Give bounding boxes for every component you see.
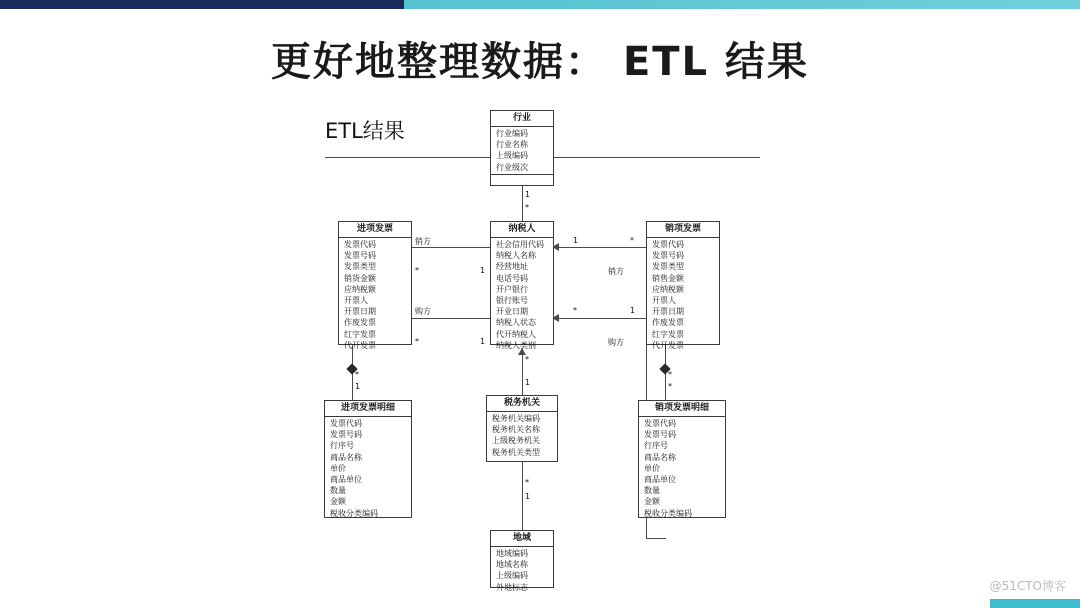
mult-taxpayer-1-b: 1: [480, 337, 486, 346]
uml-class-output-invoice-name: 销项发票: [647, 222, 719, 238]
connector-taxauth-taxpayer: [522, 348, 523, 395]
attr: 行业名称: [496, 140, 528, 150]
attr: 税收分类编码: [644, 508, 692, 518]
connector-input-buyer: [412, 318, 497, 319]
uml-class-output-invoice[interactable]: [646, 221, 720, 350]
attr: 经营地址: [496, 262, 528, 272]
attr: 代开纳税人: [496, 329, 536, 339]
uml-class-industry-attrs: [491, 127, 553, 174]
attr: 商品名称: [644, 452, 676, 462]
attr: 销货金额: [344, 273, 376, 283]
mult-output-star-2: 1: [630, 306, 636, 315]
mult-output-detail-1: *: [668, 370, 672, 379]
attr: 纳税人名称: [496, 251, 536, 261]
connector-output-buyer: [552, 318, 647, 319]
attr: 行业编码: [496, 129, 528, 138]
attr: 销售金额: [652, 273, 684, 283]
attr: 税务机关编码: [492, 414, 540, 423]
attr: 社会信用代码: [496, 240, 544, 249]
attr: 开票日期: [344, 307, 376, 317]
attr: 税务机关类型: [492, 447, 540, 457]
mult-region-1: 1: [525, 492, 531, 501]
attr: 开户银行: [496, 284, 528, 294]
page-title: 更好地整理数据： ETL 结果: [271, 39, 809, 85]
attr: 电话号码: [496, 273, 528, 283]
uml-class-tax-authority-name: 税务机关: [487, 396, 557, 412]
attr: 发票代码: [344, 240, 376, 249]
connector-output-detail: [665, 345, 666, 405]
uml-class-region[interactable]: [490, 530, 554, 592]
attr: 发票代码: [644, 419, 676, 428]
uml-class-industry-name: 行业: [491, 111, 553, 127]
attr: 上级编码: [496, 151, 528, 161]
attr: 上级税务机关: [492, 436, 540, 446]
attr: 开业日期: [496, 307, 528, 317]
uml-class-taxpayer-name: 纳税人: [491, 222, 553, 238]
attr: 金额: [644, 497, 660, 507]
attr: 商品名称: [330, 452, 362, 462]
attr: 开票人: [652, 296, 676, 306]
uml-class-output-invoice-detail-attrs: [639, 417, 725, 520]
mult-output-detail-star: *: [668, 382, 672, 391]
connector-taxauth-region: [522, 462, 523, 530]
label-buyer-right: 购方: [608, 338, 624, 347]
label-seller-left: 销方: [415, 237, 431, 246]
attr: 纳税人状态: [496, 318, 536, 328]
attr: 代开发票: [344, 340, 376, 350]
attr: 商品单位: [330, 475, 362, 485]
mult-input-detail-star: 1: [355, 382, 361, 391]
attr: 发票号码: [330, 430, 362, 440]
connector-output-seller: [552, 247, 647, 248]
attr: 单价: [330, 463, 346, 473]
mult-input-star-2: *: [415, 337, 419, 346]
uml-class-region-attrs: [491, 547, 553, 594]
uml-class-input-invoice-detail-attrs: [325, 417, 411, 520]
mult-input-detail-1: *: [355, 370, 359, 379]
attr: 红字发票: [344, 329, 376, 339]
uml-class-input-invoice-name: 进项发票: [339, 222, 411, 238]
attr: 行序号: [330, 441, 354, 451]
attr: 开票人: [344, 296, 368, 306]
attr: 代开发票: [652, 340, 684, 350]
attr: 银行账号: [496, 296, 528, 306]
mult-taxpayer-1-d: *: [573, 306, 577, 315]
attr: 外地标志: [496, 582, 528, 592]
attr: 上级编码: [496, 571, 528, 581]
uml-class-taxpayer[interactable]: [490, 221, 554, 350]
attr: 数量: [330, 486, 346, 496]
attr: 红字发票: [652, 329, 684, 339]
mult-taxauth-star: *: [525, 355, 529, 364]
uml-class-input-invoice[interactable]: [338, 221, 412, 350]
attr: 发票类型: [344, 262, 376, 272]
uml-class-region-name: 地域: [491, 531, 553, 547]
attr: 数量: [644, 486, 660, 496]
attr: 地域名称: [496, 560, 528, 570]
connector-input-seller: [412, 247, 497, 248]
watermark: @51CTO博客: [989, 579, 1066, 593]
uml-class-tax-authority-attrs: [487, 412, 557, 459]
attr: 单价: [644, 463, 660, 473]
connector-right-bus-foot: [646, 538, 666, 539]
mult-input-star-1: *: [415, 266, 419, 275]
attr: 发票号码: [344, 251, 376, 261]
uml-class-output-invoice-detail-name: 销项发票明细: [639, 401, 725, 417]
uml-class-input-invoice-detail-name: 进项发票明细: [325, 401, 411, 417]
attr: 行序号: [644, 441, 668, 451]
bottom-bar-teal: [990, 599, 1080, 608]
mult-taxpayer-1-c: 1: [573, 236, 579, 245]
uml-class-industry-footer: [491, 174, 553, 188]
attr: 发票号码: [652, 251, 684, 261]
uml-class-input-invoice-attrs: [339, 238, 411, 352]
attr: 商品单位: [644, 475, 676, 485]
attr: 地域编码: [496, 549, 528, 558]
top-bar-dark: [0, 0, 404, 9]
attr: 发票代码: [652, 240, 684, 249]
attr: 作废发票: [344, 318, 376, 328]
attr: 税务机关名称: [492, 425, 540, 435]
uml-class-output-invoice-detail[interactable]: [638, 400, 726, 518]
attr: 发票号码: [644, 430, 676, 440]
attr: 税收分类编码: [330, 508, 378, 518]
mult-industry-star: *: [525, 203, 529, 212]
uml-class-output-invoice-attrs: [647, 238, 719, 352]
attr: 行业级次: [496, 162, 528, 172]
mult-taxauth-1: 1: [525, 378, 531, 387]
uml-class-tax-authority[interactable]: [486, 395, 558, 462]
attr: 应纳税额: [344, 284, 376, 294]
uml-class-industry[interactable]: [490, 110, 554, 186]
connector-input-detail: [352, 345, 353, 405]
attr: 发票代码: [330, 419, 362, 428]
uml-class-taxpayer-attrs: [491, 238, 553, 352]
mult-region-star: *: [525, 478, 529, 487]
attr: 应纳税额: [652, 284, 684, 294]
mult-output-star-1: *: [630, 236, 634, 245]
connector-industry-taxpayer: [522, 186, 523, 221]
mult-taxpayer-1-a: 1: [480, 266, 486, 275]
attr: 纳税人类别: [496, 340, 536, 350]
attr: 发票类型: [652, 262, 684, 272]
top-bar-teal: [404, 0, 1080, 9]
attr: 开票日期: [652, 307, 684, 317]
mult-industry-1: 1: [525, 190, 531, 199]
label-seller-right: 销方: [608, 267, 624, 276]
attr: 作废发票: [652, 318, 684, 328]
attr: 金额: [330, 497, 346, 507]
label-buyer-left: 购方: [415, 307, 431, 316]
diagram-subtitle: ETL结果: [325, 119, 405, 143]
uml-class-input-invoice-detail[interactable]: [324, 400, 412, 518]
